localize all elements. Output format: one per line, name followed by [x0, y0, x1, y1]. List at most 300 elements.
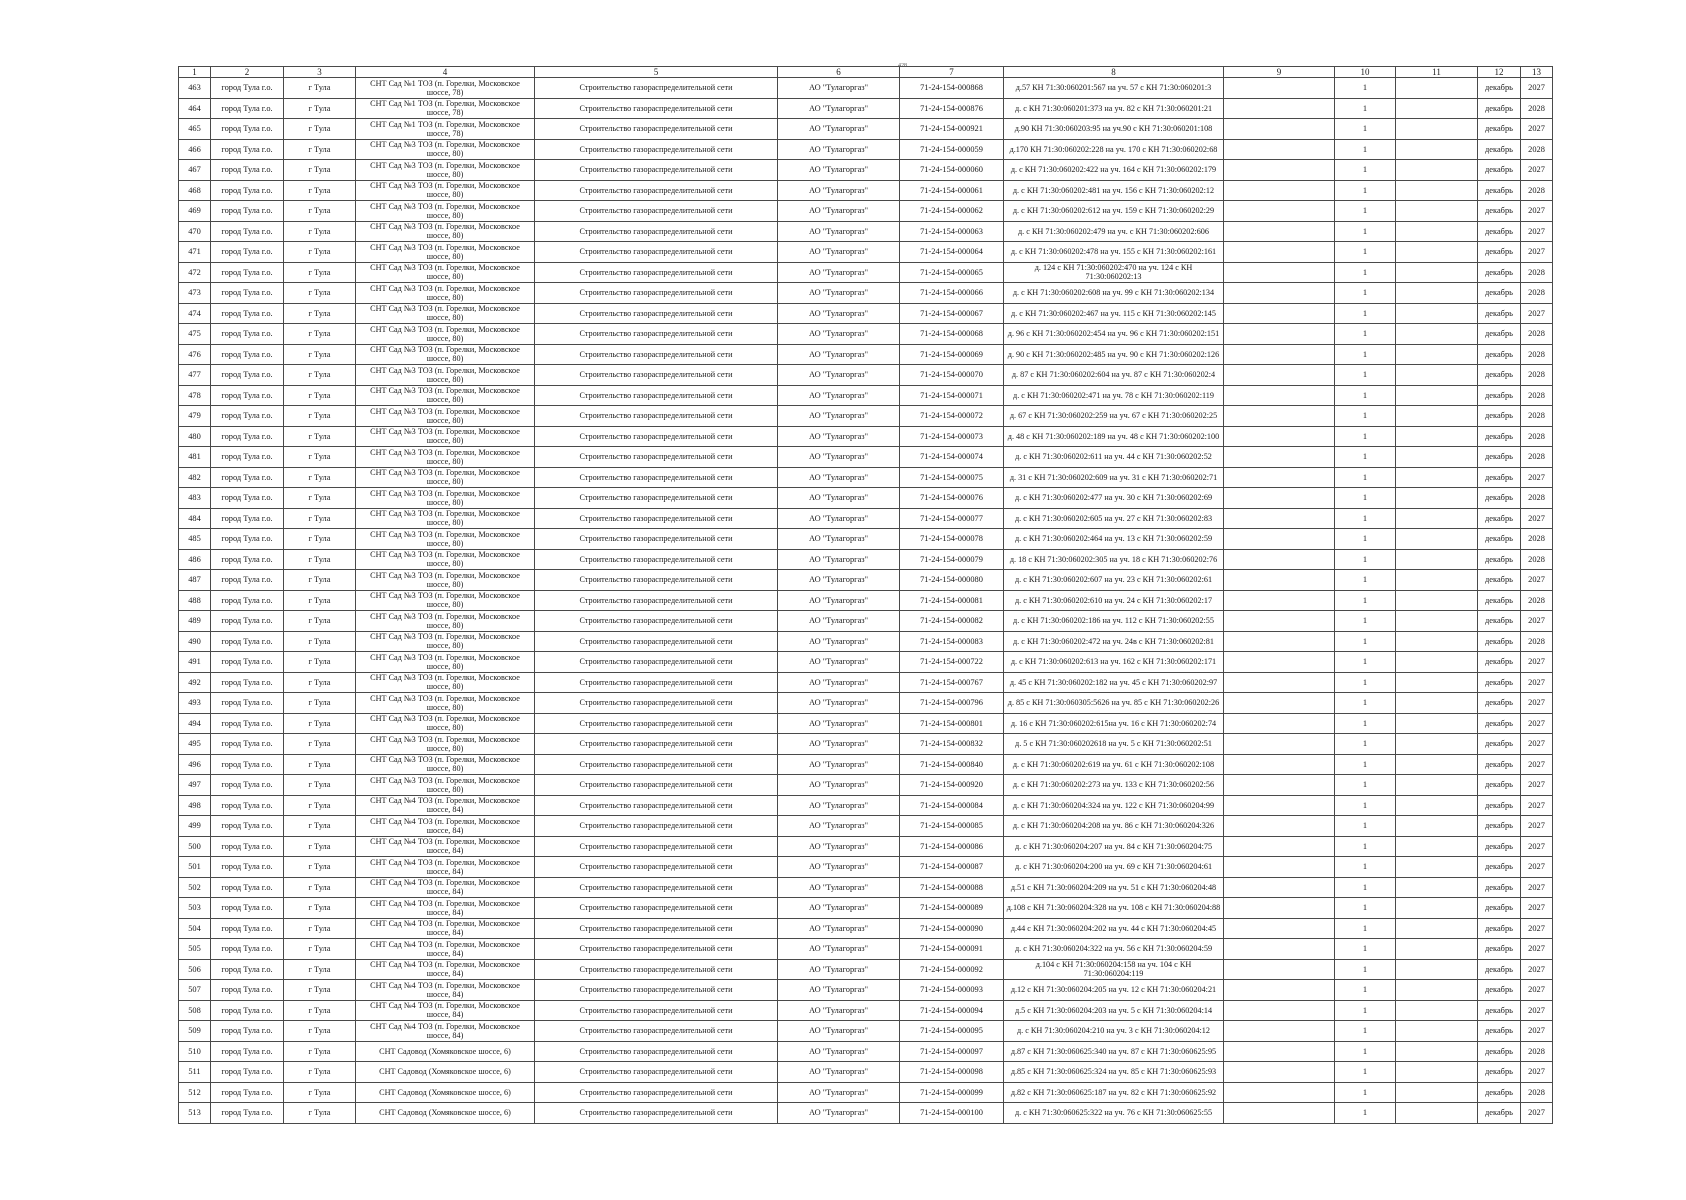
- year: 2028: [1521, 180, 1553, 201]
- work-type: Строительство газораспределительной сети: [535, 242, 778, 263]
- column-11: [1396, 324, 1478, 345]
- settlement: г Тула: [284, 754, 356, 775]
- quantity: 1: [1335, 1103, 1396, 1124]
- settlement: г Тула: [284, 693, 356, 714]
- month: декабрь: [1478, 734, 1521, 755]
- table-row: [179, 1021, 1553, 1042]
- settlement: г Тула: [284, 385, 356, 406]
- year: 2027: [1521, 918, 1553, 939]
- work-type: Строительство газораспределительной сети: [535, 385, 778, 406]
- municipality: город Тула г.о.: [211, 119, 284, 140]
- table-row: [179, 836, 1553, 857]
- municipality: город Тула г.о.: [211, 78, 284, 99]
- application-number: 71-24-154-000868: [900, 78, 1004, 99]
- year: 2028: [1521, 139, 1553, 160]
- settlement: г Тула: [284, 836, 356, 857]
- year: 2027: [1521, 980, 1553, 1001]
- consumer-object: д. 5 с КН 71:30:060202618 на уч. 5 с КН 71:30:060202:51: [1004, 734, 1224, 755]
- application-number: 71-24-154-000090: [900, 918, 1004, 939]
- work-type: Строительство газораспределительной сети: [535, 262, 778, 283]
- application-number: 71-24-154-000072: [900, 406, 1004, 427]
- year: 2027: [1521, 652, 1553, 673]
- operator: АО "Тулагоргаз": [778, 180, 900, 201]
- work-type: Строительство газораспределительной сети: [535, 836, 778, 857]
- consumer-object: д. с КН 71:30:060202:613 на уч. 162 с КН 71:30:060202:171: [1004, 652, 1224, 673]
- quantity: 1: [1335, 324, 1396, 345]
- month: декабрь: [1478, 816, 1521, 837]
- column-9: [1224, 98, 1335, 119]
- settlement: г Тула: [284, 221, 356, 242]
- month: декабрь: [1478, 529, 1521, 550]
- object-location: СНТ Сад №3 ТОЗ (п. Горелки, Московское шоссе, 80): [356, 160, 535, 181]
- municipality: город Тула г.о.: [211, 508, 284, 529]
- quantity: 1: [1335, 1062, 1396, 1083]
- month: декабрь: [1478, 488, 1521, 509]
- work-type: Строительство газораспределительной сети: [535, 549, 778, 570]
- quantity: 1: [1335, 221, 1396, 242]
- row-number: 465: [179, 119, 211, 140]
- municipality: город Тула г.о.: [211, 160, 284, 181]
- settlement: г Тула: [284, 734, 356, 755]
- row-number: 466: [179, 139, 211, 160]
- settlement: г Тула: [284, 980, 356, 1001]
- municipality: город Тула г.о.: [211, 529, 284, 550]
- month: декабрь: [1478, 467, 1521, 488]
- application-number: 71-24-154-000074: [900, 447, 1004, 468]
- quantity: 1: [1335, 262, 1396, 283]
- settlement: г Тула: [284, 713, 356, 734]
- column-11: [1396, 1041, 1478, 1062]
- settlement: г Тула: [284, 775, 356, 796]
- column-9: [1224, 344, 1335, 365]
- column-number: 4: [356, 67, 535, 78]
- year: 2028: [1521, 406, 1553, 427]
- column-9: [1224, 262, 1335, 283]
- municipality: город Тула г.о.: [211, 836, 284, 857]
- work-type: Строительство газораспределительной сети: [535, 918, 778, 939]
- application-number: 71-24-154-000087: [900, 857, 1004, 878]
- row-number: 497: [179, 775, 211, 796]
- row-number: 513: [179, 1103, 211, 1124]
- column-11: [1396, 898, 1478, 919]
- municipality: город Тула г.о.: [211, 611, 284, 632]
- month: декабрь: [1478, 693, 1521, 714]
- month: декабрь: [1478, 119, 1521, 140]
- application-number: 71-24-154-000061: [900, 180, 1004, 201]
- year: 2027: [1521, 119, 1553, 140]
- application-number: 71-24-154-000767: [900, 672, 1004, 693]
- consumer-object: д. 85 с КН 71:30:060305:5626 на уч. 85 с КН 71:30:060202:26: [1004, 693, 1224, 714]
- year: 2027: [1521, 693, 1553, 714]
- table-row: [179, 406, 1553, 427]
- row-number: 490: [179, 631, 211, 652]
- row-number: 508: [179, 1000, 211, 1021]
- year: 2027: [1521, 1000, 1553, 1021]
- operator: АО "Тулагоргаз": [778, 201, 900, 222]
- month: декабрь: [1478, 1041, 1521, 1062]
- consumer-object: д. с КН 71:30:060202:611 на уч. 44 с КН 71:30:060202:52: [1004, 447, 1224, 468]
- operator: АО "Тулагоргаз": [778, 324, 900, 345]
- operator: АО "Тулагоргаз": [778, 221, 900, 242]
- operator: АО "Тулагоргаз": [778, 447, 900, 468]
- work-type: Строительство газораспределительной сети: [535, 652, 778, 673]
- municipality: город Тула г.о.: [211, 201, 284, 222]
- year: 2027: [1521, 672, 1553, 693]
- quantity: 1: [1335, 631, 1396, 652]
- table-row: [179, 447, 1553, 468]
- page-number: 428: [898, 63, 907, 69]
- table-row: [179, 283, 1553, 304]
- column-9: [1224, 693, 1335, 714]
- municipality: город Тула г.о.: [211, 447, 284, 468]
- table-row: [179, 344, 1553, 365]
- object-location: СНТ Сад №3 ТОЗ (п. Горелки, Московское шоссе, 80): [356, 201, 535, 222]
- application-number: 71-24-154-000075: [900, 467, 1004, 488]
- year: 2028: [1521, 1082, 1553, 1103]
- row-number: 483: [179, 488, 211, 509]
- column-11: [1396, 488, 1478, 509]
- quantity: 1: [1335, 713, 1396, 734]
- column-11: [1396, 447, 1478, 468]
- column-11: [1396, 1082, 1478, 1103]
- object-location: СНТ Сад №3 ТОЗ (п. Горелки, Московское шоссе, 80): [356, 283, 535, 304]
- consumer-object: д.44 с КН 71:30:060204:202 на уч. 44 с КН 71:30:060204:45: [1004, 918, 1224, 939]
- object-location: СНТ Сад №4 ТОЗ (п. Горелки, Московское шоссе, 84): [356, 980, 535, 1001]
- work-type: Строительство газораспределительной сети: [535, 324, 778, 345]
- consumer-object: д. с КН 71:30:060202:605 на уч. 27 с КН 71:30:060202:83: [1004, 508, 1224, 529]
- application-number: 71-24-154-000832: [900, 734, 1004, 755]
- operator: АО "Тулагоргаз": [778, 652, 900, 673]
- consumer-object: д.90 КН 71:30:060203:95 на уч.90 с КН 71:30:060201:108: [1004, 119, 1224, 140]
- quantity: 1: [1335, 795, 1396, 816]
- settlement: г Тула: [284, 631, 356, 652]
- operator: АО "Тулагоргаз": [778, 795, 900, 816]
- settlement: г Тула: [284, 447, 356, 468]
- consumer-object: д. с КН 71:30:060204:207 на уч. 84 с КН 71:30:060204:75: [1004, 836, 1224, 857]
- municipality: город Тула г.о.: [211, 1000, 284, 1021]
- column-9: [1224, 160, 1335, 181]
- settlement: г Тула: [284, 611, 356, 632]
- application-number: 71-24-154-000840: [900, 754, 1004, 775]
- operator: АО "Тулагоргаз": [778, 426, 900, 447]
- work-type: Строительство газораспределительной сети: [535, 1021, 778, 1042]
- quantity: 1: [1335, 836, 1396, 857]
- column-9: [1224, 939, 1335, 960]
- row-number: 477: [179, 365, 211, 386]
- consumer-object: д. с КН 71:30:060204:210 на уч. 3 с КН 71:30:060204:12: [1004, 1021, 1224, 1042]
- operator: АО "Тулагоргаз": [778, 385, 900, 406]
- consumer-object: д.87 с КН 71:30:060625:340 на уч. 87 с КН 71:30:060625:95: [1004, 1041, 1224, 1062]
- month: декабрь: [1478, 98, 1521, 119]
- row-number: 493: [179, 693, 211, 714]
- table-row: [179, 180, 1553, 201]
- column-9: [1224, 139, 1335, 160]
- table-row: [179, 1062, 1553, 1083]
- operator: АО "Тулагоргаз": [778, 611, 900, 632]
- quantity: 1: [1335, 754, 1396, 775]
- table-row: [179, 529, 1553, 550]
- municipality: город Тула г.о.: [211, 795, 284, 816]
- table-row: [179, 877, 1553, 898]
- month: декабрь: [1478, 201, 1521, 222]
- column-9: [1224, 180, 1335, 201]
- year: 2027: [1521, 1062, 1553, 1083]
- municipality: город Тула г.о.: [211, 631, 284, 652]
- consumer-object: д. с КН 71:30:060204:324 на уч. 122 с КН 71:30:060204:99: [1004, 795, 1224, 816]
- municipality: город Тула г.о.: [211, 980, 284, 1001]
- object-location: СНТ Сад №4 ТОЗ (п. Горелки, Московское шоссе, 84): [356, 939, 535, 960]
- consumer-object: д. с КН 71:30:060202:477 на уч. 30 с КН 71:30:060202:69: [1004, 488, 1224, 509]
- month: декабрь: [1478, 1021, 1521, 1042]
- object-location: СНТ Сад №4 ТОЗ (п. Горелки, Московское шоссе, 84): [356, 918, 535, 939]
- table-row: [179, 221, 1553, 242]
- application-number: 71-24-154-000920: [900, 775, 1004, 796]
- year: 2027: [1521, 201, 1553, 222]
- application-number: 71-24-154-000067: [900, 303, 1004, 324]
- column-9: [1224, 1021, 1335, 1042]
- object-location: СНТ Сад №3 ТОЗ (п. Горелки, Московское шоссе, 80): [356, 775, 535, 796]
- operator: АО "Тулагоргаз": [778, 344, 900, 365]
- table-row: [179, 262, 1553, 283]
- settlement: г Тула: [284, 877, 356, 898]
- month: декабрь: [1478, 365, 1521, 386]
- row-number: 472: [179, 262, 211, 283]
- consumer-object: д. с КН 71:30:060625:322 на уч. 76 с КН 71:30:060625:55: [1004, 1103, 1224, 1124]
- operator: АО "Тулагоргаз": [778, 139, 900, 160]
- row-number: 468: [179, 180, 211, 201]
- consumer-object: д. с КН 71:30:060202:619 на уч. 61 с КН 71:30:060202:108: [1004, 754, 1224, 775]
- application-number: 71-24-154-000094: [900, 1000, 1004, 1021]
- settlement: г Тула: [284, 529, 356, 550]
- row-number: 496: [179, 754, 211, 775]
- work-type: Строительство газораспределительной сети: [535, 734, 778, 755]
- year: 2027: [1521, 836, 1553, 857]
- quantity: 1: [1335, 447, 1396, 468]
- settlement: г Тула: [284, 795, 356, 816]
- table-row: [179, 365, 1553, 386]
- column-11: [1396, 1000, 1478, 1021]
- column-11: [1396, 1103, 1478, 1124]
- application-number: 71-24-154-000796: [900, 693, 1004, 714]
- row-number: 484: [179, 508, 211, 529]
- operator: АО "Тулагоргаз": [778, 529, 900, 550]
- work-type: Строительство газораспределительной сети: [535, 816, 778, 837]
- settlement: г Тула: [284, 119, 356, 140]
- work-type: Строительство газораспределительной сети: [535, 78, 778, 99]
- column-9: [1224, 713, 1335, 734]
- year: 2028: [1521, 324, 1553, 345]
- consumer-object: д.12 с КН 71:30:060204:205 на уч. 12 с КН 71:30:060204:21: [1004, 980, 1224, 1001]
- municipality: город Тула г.о.: [211, 918, 284, 939]
- year: 2027: [1521, 877, 1553, 898]
- column-number: 13: [1521, 67, 1553, 78]
- quantity: 1: [1335, 1000, 1396, 1021]
- municipality: город Тула г.о.: [211, 877, 284, 898]
- column-11: [1396, 119, 1478, 140]
- work-type: Строительство газораспределительной сети: [535, 775, 778, 796]
- quantity: 1: [1335, 385, 1396, 406]
- municipality: город Тула г.о.: [211, 139, 284, 160]
- municipality: город Тула г.о.: [211, 898, 284, 919]
- work-type: Строительство газораспределительной сети: [535, 1062, 778, 1083]
- application-number: 71-24-154-000093: [900, 980, 1004, 1001]
- settlement: г Тула: [284, 344, 356, 365]
- settlement: г Тула: [284, 570, 356, 591]
- row-number: 491: [179, 652, 211, 673]
- object-location: СНТ Сад №3 ТОЗ (п. Горелки, Московское шоссе, 80): [356, 303, 535, 324]
- table-row: [179, 242, 1553, 263]
- year: 2027: [1521, 160, 1553, 181]
- work-type: Строительство газораспределительной сети: [535, 303, 778, 324]
- settlement: г Тула: [284, 672, 356, 693]
- settlement: г Тула: [284, 590, 356, 611]
- column-9: [1224, 918, 1335, 939]
- operator: АО "Тулагоргаз": [778, 775, 900, 796]
- operator: АО "Тулагоргаз": [778, 1082, 900, 1103]
- municipality: город Тула г.о.: [211, 385, 284, 406]
- application-number: 71-24-154-000077: [900, 508, 1004, 529]
- month: декабрь: [1478, 262, 1521, 283]
- register-table: [178, 66, 1553, 1124]
- application-number: 71-24-154-000095: [900, 1021, 1004, 1042]
- consumer-object: д. с КН 71:30:060202:607 на уч. 23 с КН 71:30:060202:61: [1004, 570, 1224, 591]
- quantity: 1: [1335, 959, 1396, 980]
- application-number: 71-24-154-000060: [900, 160, 1004, 181]
- column-number: 6: [778, 67, 900, 78]
- column-11: [1396, 857, 1478, 878]
- work-type: Строительство газораспределительной сети: [535, 1103, 778, 1124]
- column-number: 11: [1396, 67, 1478, 78]
- year: 2027: [1521, 1021, 1553, 1042]
- year: 2027: [1521, 734, 1553, 755]
- settlement: г Тула: [284, 283, 356, 304]
- column-11: [1396, 631, 1478, 652]
- column-11: [1396, 918, 1478, 939]
- column-9: [1224, 1000, 1335, 1021]
- operator: АО "Тулагоргаз": [778, 570, 900, 591]
- quantity: 1: [1335, 344, 1396, 365]
- table-row: [179, 652, 1553, 673]
- application-number: 71-24-154-000099: [900, 1082, 1004, 1103]
- column-9: [1224, 119, 1335, 140]
- object-location: СНТ Сад №1 ТОЗ (п. Горелки, Московское шоссе, 78): [356, 119, 535, 140]
- quantity: 1: [1335, 980, 1396, 1001]
- row-number: 502: [179, 877, 211, 898]
- object-location: СНТ Садовод (Хомяковское шоссе, 6): [356, 1062, 535, 1083]
- column-number-row: [179, 67, 1553, 78]
- quantity: 1: [1335, 365, 1396, 386]
- quantity: 1: [1335, 652, 1396, 673]
- consumer-object: д. 16 с КН 71:30:060202:615на уч. 16 с КН 71:30:060202:74: [1004, 713, 1224, 734]
- settlement: г Тула: [284, 898, 356, 919]
- settlement: г Тула: [284, 1000, 356, 1021]
- row-number: 501: [179, 857, 211, 878]
- row-number: 511: [179, 1062, 211, 1083]
- month: декабрь: [1478, 631, 1521, 652]
- work-type: Строительство газораспределительной сети: [535, 590, 778, 611]
- work-type: Строительство газораспределительной сети: [535, 180, 778, 201]
- year: 2028: [1521, 488, 1553, 509]
- column-11: [1396, 78, 1478, 99]
- quantity: 1: [1335, 1021, 1396, 1042]
- work-type: Строительство газораспределительной сети: [535, 959, 778, 980]
- work-type: Строительство газораспределительной сети: [535, 139, 778, 160]
- column-9: [1224, 754, 1335, 775]
- work-type: Строительство газораспределительной сети: [535, 221, 778, 242]
- consumer-object: д.85 с КН 71:30:060625:324 на уч. 85 с КН 71:30:060625:93: [1004, 1062, 1224, 1083]
- row-number: 495: [179, 734, 211, 755]
- column-11: [1396, 98, 1478, 119]
- column-11: [1396, 1062, 1478, 1083]
- row-number: 482: [179, 467, 211, 488]
- month: декабрь: [1478, 898, 1521, 919]
- settlement: г Тула: [284, 1082, 356, 1103]
- column-11: [1396, 672, 1478, 693]
- row-number: 485: [179, 529, 211, 550]
- row-number: 467: [179, 160, 211, 181]
- year: 2028: [1521, 590, 1553, 611]
- municipality: город Тула г.о.: [211, 242, 284, 263]
- work-type: Строительство газораспределительной сети: [535, 201, 778, 222]
- application-number: 71-24-154-000062: [900, 201, 1004, 222]
- consumer-object: д. с КН 71:30:060202:471 на уч. 78 с КН 71:30:060202:119: [1004, 385, 1224, 406]
- work-type: Строительство газораспределительной сети: [535, 570, 778, 591]
- month: декабрь: [1478, 508, 1521, 529]
- column-9: [1224, 775, 1335, 796]
- settlement: г Тула: [284, 488, 356, 509]
- operator: АО "Тулагоргаз": [778, 857, 900, 878]
- operator: АО "Тулагоргаз": [778, 365, 900, 386]
- operator: АО "Тулагоргаз": [778, 734, 900, 755]
- column-9: [1224, 898, 1335, 919]
- application-number: 71-24-154-000801: [900, 713, 1004, 734]
- column-number: 7: [900, 67, 1004, 78]
- quantity: 1: [1335, 918, 1396, 939]
- object-location: СНТ Сад №4 ТОЗ (п. Горелки, Московское шоссе, 84): [356, 795, 535, 816]
- consumer-object: д.170 КН 71:30:060202:228 на уч. 170 с КН 71:30:060202:68: [1004, 139, 1224, 160]
- table-row: [179, 324, 1553, 345]
- object-location: СНТ Сад №3 ТОЗ (п. Горелки, Московское шоссе, 80): [356, 672, 535, 693]
- consumer-object: д. с КН 71:30:060202:422 на уч. 164 с КН 71:30:060202:179: [1004, 160, 1224, 181]
- quantity: 1: [1335, 303, 1396, 324]
- object-location: СНТ Сад №3 ТОЗ (п. Горелки, Московское шоссе, 80): [356, 365, 535, 386]
- application-number: 71-24-154-000066: [900, 283, 1004, 304]
- quantity: 1: [1335, 467, 1396, 488]
- column-11: [1396, 303, 1478, 324]
- settlement: г Тула: [284, 467, 356, 488]
- column-9: [1224, 529, 1335, 550]
- year: 2028: [1521, 283, 1553, 304]
- municipality: город Тула г.о.: [211, 672, 284, 693]
- operator: АО "Тулагоргаз": [778, 78, 900, 99]
- month: декабрь: [1478, 1000, 1521, 1021]
- operator: АО "Тулагоргаз": [778, 713, 900, 734]
- work-type: Строительство газораспределительной сети: [535, 406, 778, 427]
- municipality: город Тула г.о.: [211, 467, 284, 488]
- consumer-object: д. 45 с КН 71:30:060202:182 на уч. 45 с КН 71:30:060202:97: [1004, 672, 1224, 693]
- table-row: [179, 426, 1553, 447]
- operator: АО "Тулагоргаз": [778, 119, 900, 140]
- work-type: Строительство газораспределительной сети: [535, 980, 778, 1001]
- municipality: город Тула г.о.: [211, 1041, 284, 1062]
- row-number: 471: [179, 242, 211, 263]
- quantity: 1: [1335, 939, 1396, 960]
- year: 2027: [1521, 754, 1553, 775]
- quantity: 1: [1335, 1082, 1396, 1103]
- object-location: СНТ Сад №3 ТОЗ (п. Горелки, Московское шоссе, 80): [356, 631, 535, 652]
- application-number: 71-24-154-000081: [900, 590, 1004, 611]
- quantity: 1: [1335, 590, 1396, 611]
